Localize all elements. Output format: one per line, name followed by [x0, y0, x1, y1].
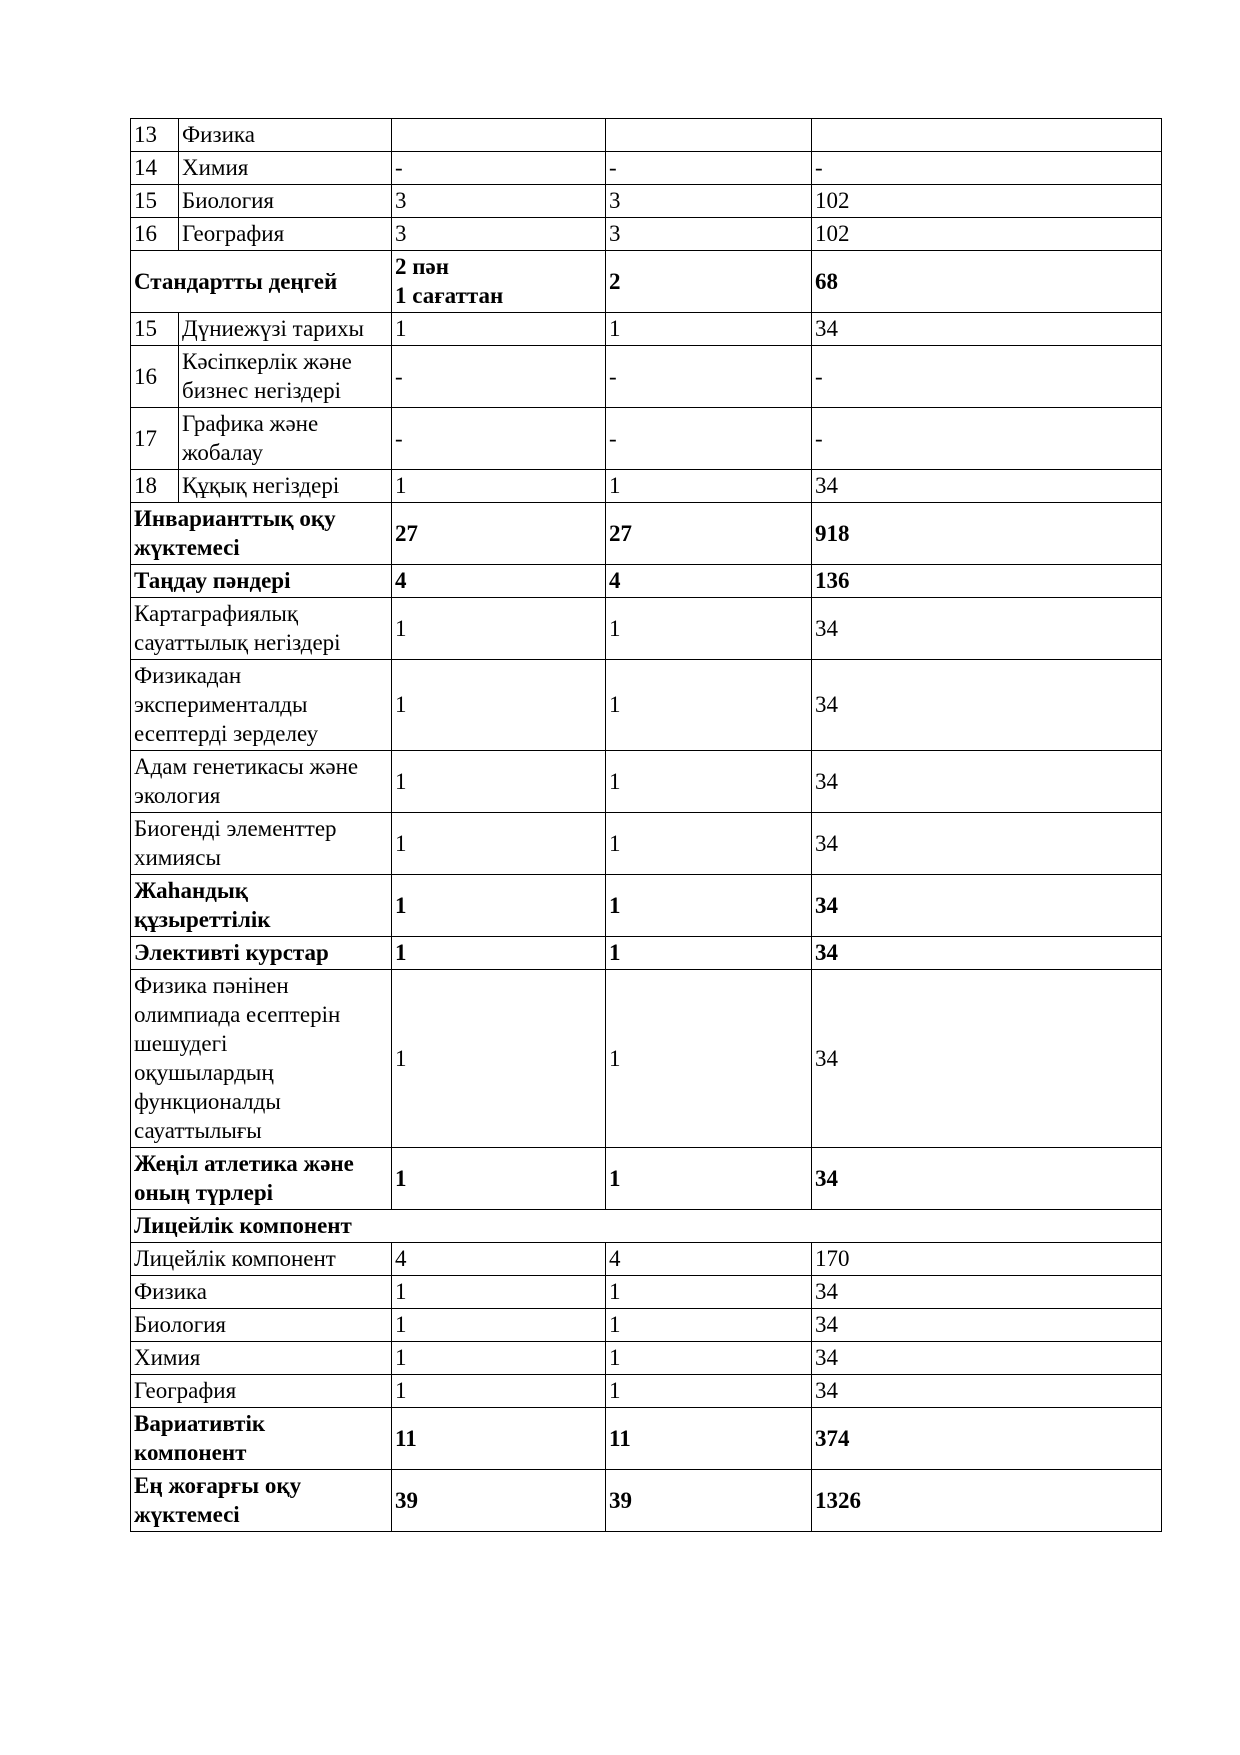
weekly-hours-cell: 4 — [392, 565, 606, 598]
subject-name: Химия — [179, 152, 392, 185]
section-title: Жаһандық құзыреттілік — [131, 875, 392, 937]
section-row — [131, 1408, 1162, 1470]
subject-name: Биогенді элементтер химиясы — [131, 813, 392, 875]
weekly-hours-cell-2: 4 — [606, 1243, 812, 1276]
weekly-hours-cell-2: 3 — [606, 218, 812, 251]
section-row — [131, 937, 1162, 970]
weekly-hours-cell-2: 1 — [606, 875, 812, 937]
weekly-hours-cell: 1 — [392, 1148, 606, 1210]
table-row — [131, 185, 1162, 218]
annual-hours-cell: 34 — [812, 598, 1162, 660]
weekly-hours-cell: 2 пән 1 сағаттан — [392, 251, 606, 313]
weekly-hours-cell-2: 1 — [606, 937, 812, 970]
weekly-hours-cell: 1 — [392, 598, 606, 660]
subject-name: Биология — [179, 185, 392, 218]
section-row — [131, 503, 1162, 565]
weekly-hours-cell: - — [392, 346, 606, 408]
subject-name: Биология — [131, 1309, 392, 1342]
section-title: Жеңіл атлетика және оның түрлері — [131, 1148, 392, 1210]
table-row — [131, 1342, 1162, 1375]
weekly-hours-cell-2: 39 — [606, 1470, 812, 1532]
table-row — [131, 470, 1162, 503]
group-header-row — [131, 1210, 1162, 1243]
table-row — [131, 813, 1162, 875]
section-title: Ең жоғарғы оқу жүктемесі — [131, 1470, 392, 1532]
annual-hours-cell: - — [812, 346, 1162, 408]
table-row — [131, 970, 1162, 1148]
annual-hours-cell: 34 — [812, 970, 1162, 1148]
row-number: 13 — [131, 119, 179, 152]
annual-hours-cell: 102 — [812, 218, 1162, 251]
subject-name: Дүниежүзі тарихы — [179, 313, 392, 346]
weekly-hours-cell: 1 — [392, 1375, 606, 1408]
annual-hours-cell: 170 — [812, 1243, 1162, 1276]
annual-hours-cell: 68 — [812, 251, 1162, 313]
annual-hours-cell: - — [812, 152, 1162, 185]
annual-hours-cell: 34 — [812, 751, 1162, 813]
weekly-hours-cell: 1 — [392, 470, 606, 503]
weekly-hours-cell: 27 — [392, 503, 606, 565]
annual-hours-cell — [812, 119, 1162, 152]
weekly-hours-cell: 1 — [392, 813, 606, 875]
weekly-hours-cell: 3 — [392, 185, 606, 218]
weekly-hours-cell-2: 1 — [606, 1375, 812, 1408]
annual-hours-cell: 34 — [812, 875, 1162, 937]
row-number: 16 — [131, 218, 179, 251]
weekly-hours-cell-2 — [606, 119, 812, 152]
weekly-hours-cell: 39 — [392, 1470, 606, 1532]
table-row — [131, 152, 1162, 185]
annual-hours-cell: 374 — [812, 1408, 1162, 1470]
subject-name: География — [179, 218, 392, 251]
section-title: Таңдау пәндері — [131, 565, 392, 598]
section-title: Вариативтік компонент — [131, 1408, 392, 1470]
section-title: Стандартты деңгей — [131, 251, 392, 313]
subject-name: Құқық негіздері — [179, 470, 392, 503]
subject-name: Адам генетикасы және экология — [131, 751, 392, 813]
annual-hours-cell: 136 — [812, 565, 1162, 598]
weekly-hours-cell-2: 2 — [606, 251, 812, 313]
weekly-hours-cell-2: 1 — [606, 1342, 812, 1375]
annual-hours-cell: 34 — [812, 313, 1162, 346]
weekly-hours-cell-2: 1 — [606, 813, 812, 875]
subject-name: Физика — [131, 1276, 392, 1309]
weekly-hours-cell: 1 — [392, 660, 606, 751]
section-title: Элективті курстар — [131, 937, 392, 970]
table-row — [131, 313, 1162, 346]
annual-hours-cell: 34 — [812, 1309, 1162, 1342]
row-number: 17 — [131, 408, 179, 470]
section-title: Инварианттық оқу жүктемесі — [131, 503, 392, 565]
table-row — [131, 1243, 1162, 1276]
table-row — [131, 598, 1162, 660]
weekly-hours-cell-2: 1 — [606, 970, 812, 1148]
section-row — [131, 1470, 1162, 1532]
weekly-hours-cell-2: 1 — [606, 598, 812, 660]
weekly-hours-cell-2: - — [606, 152, 812, 185]
table-row — [131, 1309, 1162, 1342]
section-row — [131, 1148, 1162, 1210]
row-number: 15 — [131, 313, 179, 346]
weekly-hours-cell-2: 4 — [606, 565, 812, 598]
row-number: 14 — [131, 152, 179, 185]
annual-hours-cell: 34 — [812, 660, 1162, 751]
subject-name: Графика және жобалау — [179, 408, 392, 470]
row-number: 18 — [131, 470, 179, 503]
table-row — [131, 1375, 1162, 1408]
weekly-hours-cell-2: 1 — [606, 1148, 812, 1210]
annual-hours-cell: 34 — [812, 1375, 1162, 1408]
subject-name: Физика пәнінен олимпиада есептерін шешудегі оқушылардың функционалды сауаттылығы — [131, 970, 392, 1148]
weekly-hours-cell-2: 1 — [606, 470, 812, 503]
weekly-hours-cell-2: 1 — [606, 751, 812, 813]
weekly-hours-cell: 1 — [392, 875, 606, 937]
weekly-hours-cell: - — [392, 152, 606, 185]
weekly-hours-cell: 3 — [392, 218, 606, 251]
annual-hours-cell: 918 — [812, 503, 1162, 565]
group-header-title: Лицейлік компонент — [131, 1210, 1162, 1243]
weekly-hours-cell: 1 — [392, 1309, 606, 1342]
weekly-hours-cell: 1 — [392, 1342, 606, 1375]
weekly-hours-cell: 1 — [392, 1276, 606, 1309]
subject-name: Физика — [179, 119, 392, 152]
row-number: 15 — [131, 185, 179, 218]
weekly-hours-cell: 4 — [392, 1243, 606, 1276]
annual-hours-cell: 34 — [812, 1276, 1162, 1309]
curriculum-table-body — [131, 119, 1162, 1532]
annual-hours-cell: 34 — [812, 813, 1162, 875]
table-row — [131, 346, 1162, 408]
subject-name: Физикадан эксперименталды есептерді зерделеу — [131, 660, 392, 751]
weekly-hours-cell: 11 — [392, 1408, 606, 1470]
weekly-hours-cell-2: - — [606, 346, 812, 408]
weekly-hours-cell-2: 1 — [606, 660, 812, 751]
weekly-hours-cell — [392, 119, 606, 152]
table-row — [131, 1276, 1162, 1309]
weekly-hours-cell: 1 — [392, 937, 606, 970]
weekly-hours-cell-2: 3 — [606, 185, 812, 218]
weekly-hours-cell-2: 1 — [606, 313, 812, 346]
annual-hours-cell: 34 — [812, 1342, 1162, 1375]
row-number: 16 — [131, 346, 179, 408]
weekly-hours-cell: 1 — [392, 970, 606, 1148]
weekly-hours-cell: - — [392, 408, 606, 470]
annual-hours-cell: - — [812, 408, 1162, 470]
subject-name: Лицейлік компонент — [131, 1243, 392, 1276]
annual-hours-cell: 34 — [812, 470, 1162, 503]
table-row — [131, 408, 1162, 470]
table-row — [131, 119, 1162, 152]
subject-name: Кәсіпкерлік және бизнес негіздері — [179, 346, 392, 408]
weekly-hours-cell: 1 — [392, 751, 606, 813]
table-row — [131, 660, 1162, 751]
subject-name: География — [131, 1375, 392, 1408]
weekly-hours-cell-2: 27 — [606, 503, 812, 565]
weekly-hours-cell: 1 — [392, 313, 606, 346]
annual-hours-cell: 34 — [812, 937, 1162, 970]
weekly-hours-cell-2: 11 — [606, 1408, 812, 1470]
section-row — [131, 565, 1162, 598]
table-row — [131, 218, 1162, 251]
weekly-hours-cell-2: 1 — [606, 1309, 812, 1342]
section-row — [131, 875, 1162, 937]
section-row — [131, 251, 1162, 313]
weekly-hours-cell-2: 1 — [606, 1276, 812, 1309]
annual-hours-cell: 102 — [812, 185, 1162, 218]
weekly-hours-cell-2: - — [606, 408, 812, 470]
annual-hours-cell: 1326 — [812, 1470, 1162, 1532]
curriculum-table — [130, 118, 1162, 1532]
table-row — [131, 751, 1162, 813]
annual-hours-cell: 34 — [812, 1148, 1162, 1210]
subject-name: Картаграфиялық сауаттылық негіздері — [131, 598, 392, 660]
subject-name: Химия — [131, 1342, 392, 1375]
